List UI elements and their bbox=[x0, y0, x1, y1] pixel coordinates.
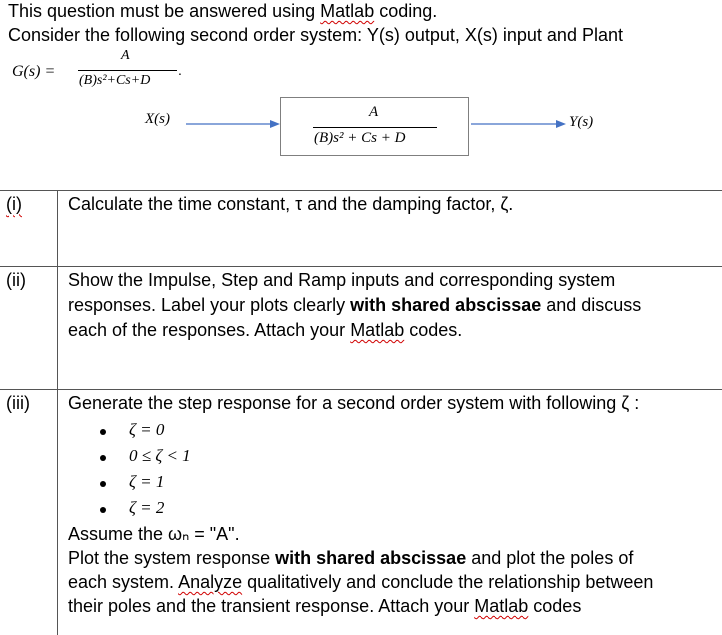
block-numerator: A bbox=[369, 104, 379, 120]
plot-line: Plot the system response with shared abscissae and plot the poles of bbox=[68, 548, 634, 568]
block-fraction-bar bbox=[313, 127, 437, 128]
question-ii-line-1: Show the Impulse, Step and Ramp inputs and corresponding system bbox=[68, 270, 616, 290]
bullet-dot bbox=[100, 481, 106, 487]
table-rule-3 bbox=[0, 389, 722, 390]
output-arrowhead bbox=[556, 120, 566, 128]
bullet-dot bbox=[100, 429, 106, 435]
analyze-line: each system. Analyze qualitatively and conclude the relationship between bbox=[68, 572, 654, 592]
plant-lhs: G(s) = bbox=[12, 63, 56, 80]
block-denominator: (B)s² + Cs + D bbox=[314, 130, 406, 146]
plant-denominator: (B)s²+Cs+D bbox=[79, 73, 151, 88]
input-label: X(s) bbox=[145, 111, 170, 127]
spell-flag-matlab: Matlab bbox=[320, 1, 375, 21]
intro-line-2: Consider the following second order system: Y(s) output, X(s) input and Plant bbox=[8, 25, 623, 45]
table-column-divider bbox=[57, 190, 58, 635]
intro-line-1: This question must be answered using Matlab coding. bbox=[8, 1, 438, 21]
question-number-i: (i) bbox=[6, 194, 22, 214]
question-i-text: Calculate the time constant, τ and the damping factor, ζ. bbox=[68, 194, 514, 214]
question-number-iii: (iii) bbox=[6, 393, 30, 413]
bullet-dot bbox=[100, 455, 106, 461]
plant-period: . bbox=[178, 62, 182, 78]
assume-line: Assume the ωₙ = "A". bbox=[68, 524, 240, 544]
question-ii-line-3: each of the responses. Attach your Matlab codes. bbox=[68, 320, 463, 340]
table-rule-top bbox=[0, 190, 722, 191]
bullet-zeta-1: ζ = 1 bbox=[129, 472, 165, 491]
bullet-zeta-0: ζ = 0 bbox=[129, 420, 165, 439]
output-label: Y(s) bbox=[569, 114, 594, 130]
input-arrowhead bbox=[270, 120, 280, 128]
conclude-line: their poles and the transient response. Attach your Matlab codes bbox=[68, 596, 582, 616]
question-ii-line-2: responses. Label your plots clearly with shared abscissae and discuss bbox=[68, 295, 642, 315]
question-number-ii: (ii) bbox=[6, 270, 26, 290]
bullet-zeta-underdamped: 0 ≤ ζ < 1 bbox=[129, 446, 191, 465]
bullet-dot bbox=[100, 507, 106, 513]
question-iii-line-1: Generate the step response for a second order system with following ζ : bbox=[68, 393, 640, 413]
plant-numerator: A bbox=[121, 48, 130, 63]
bullet-zeta-2: ζ = 2 bbox=[129, 498, 165, 517]
table-rule-2 bbox=[0, 266, 722, 267]
